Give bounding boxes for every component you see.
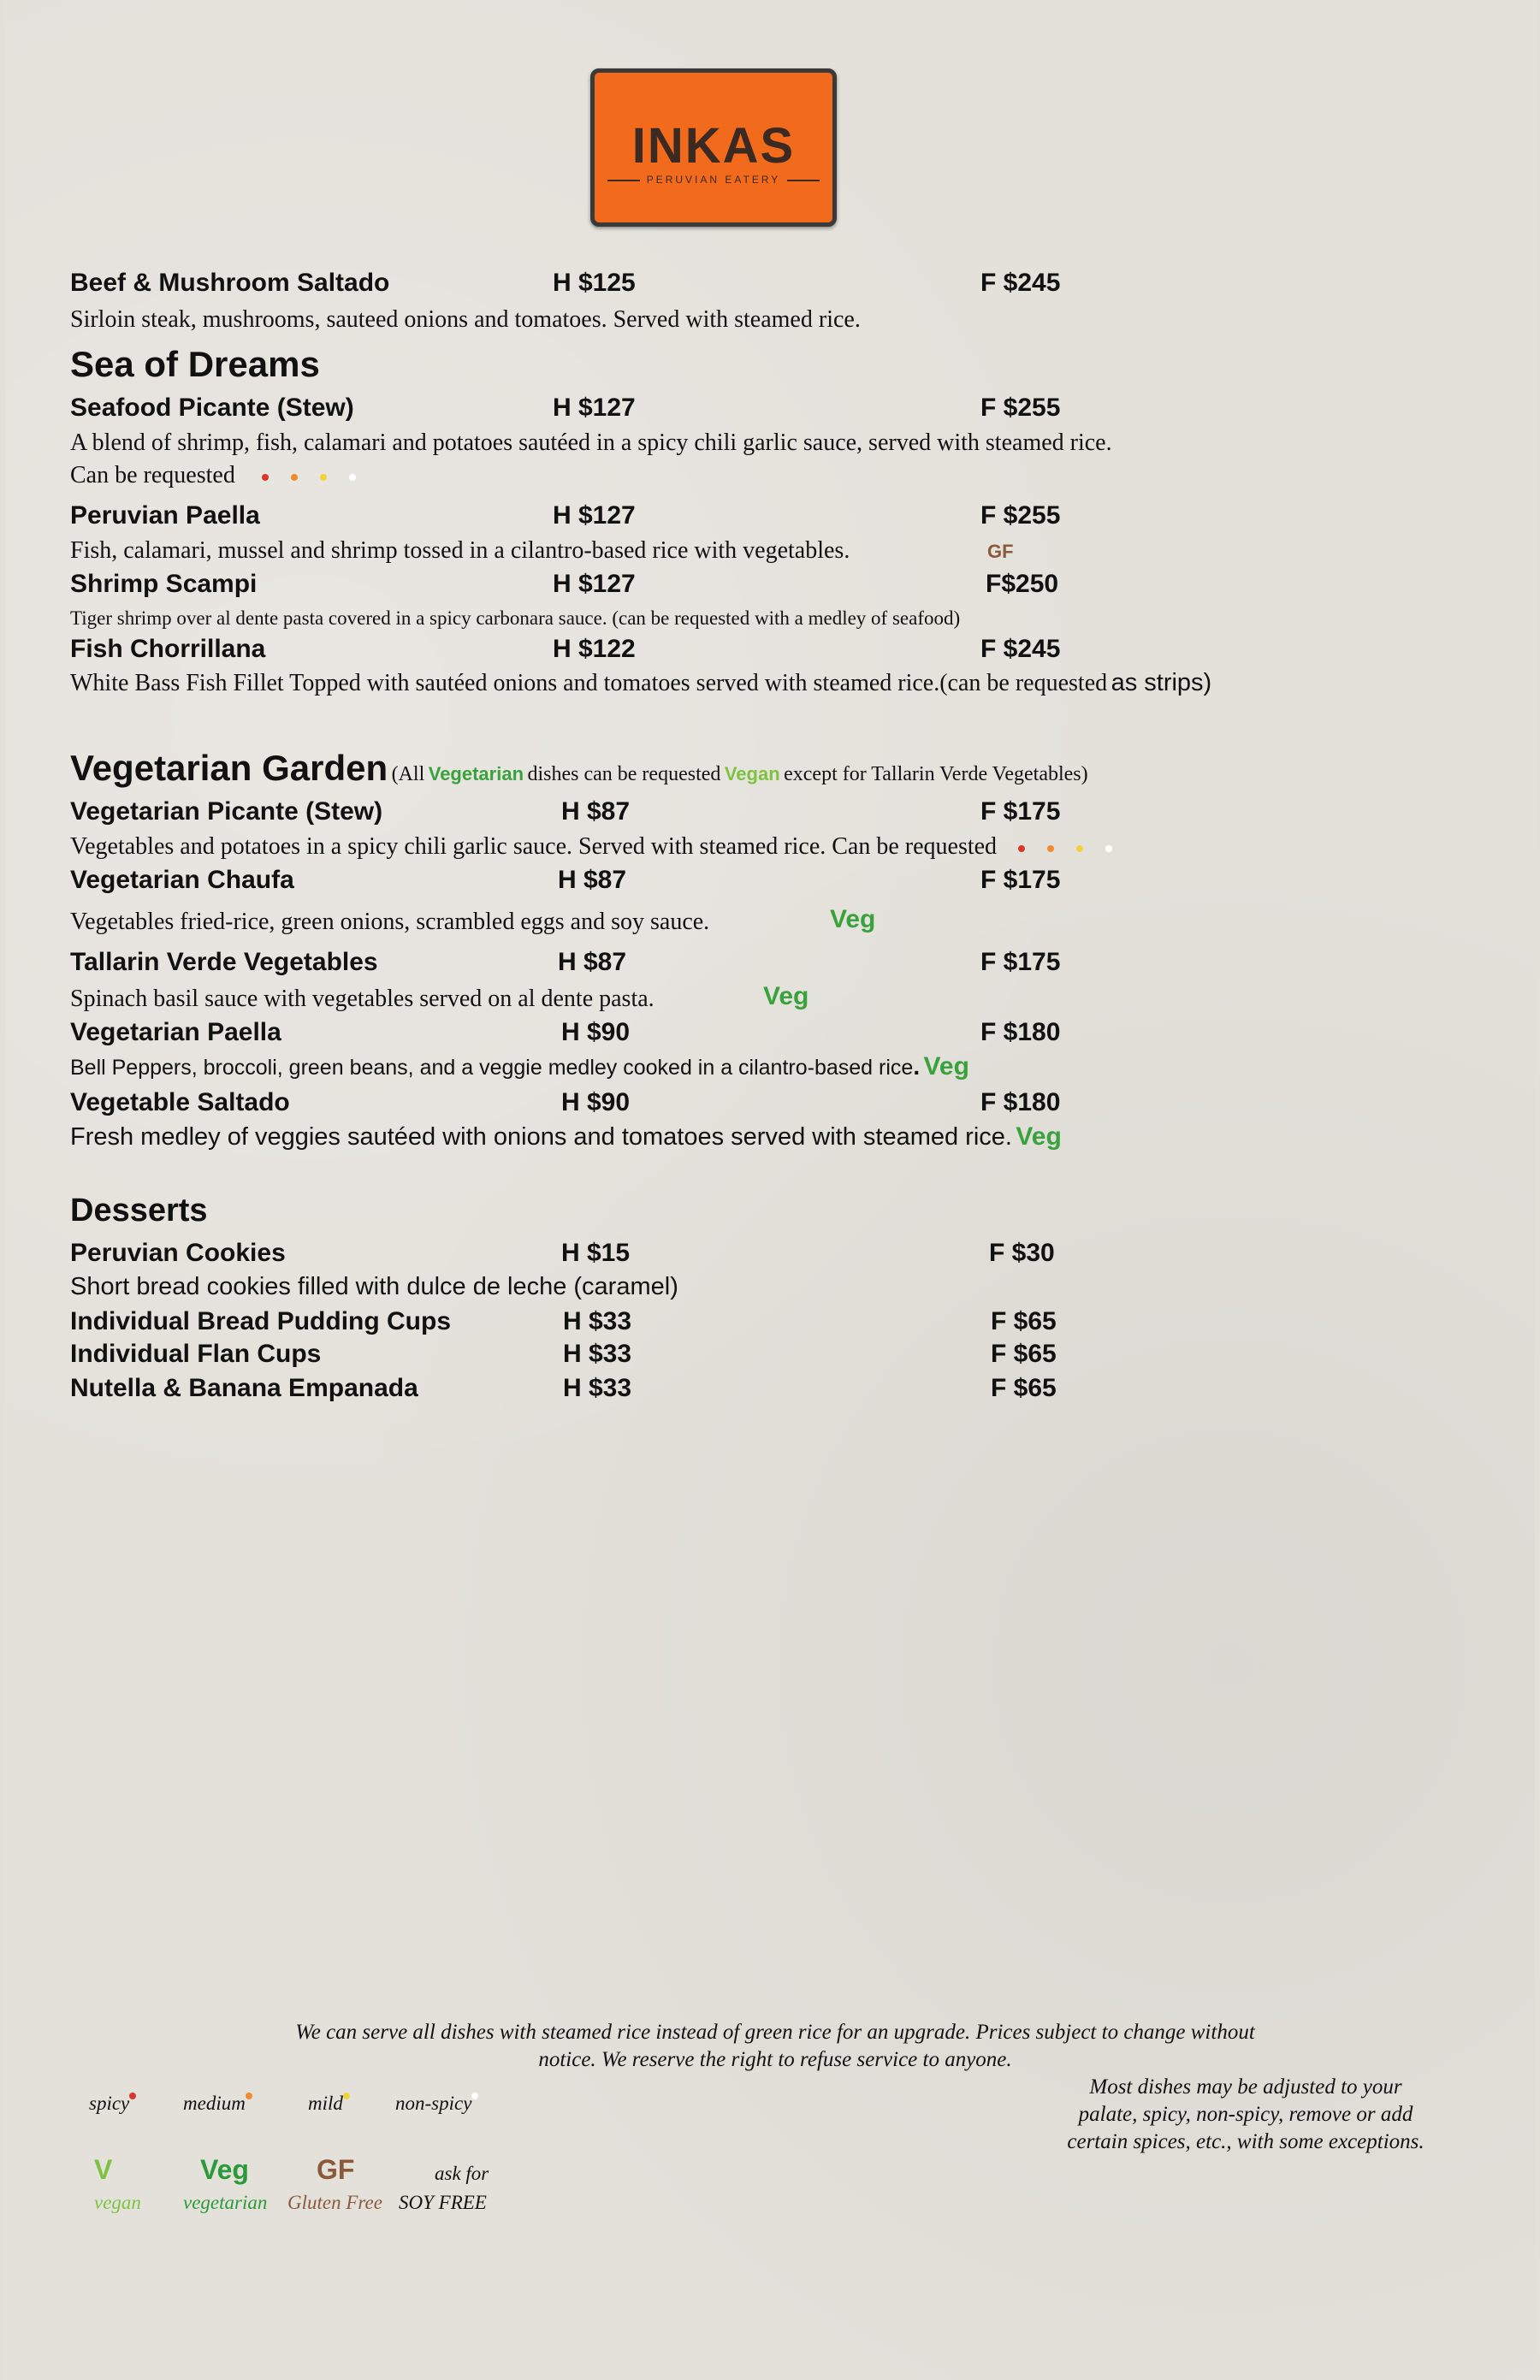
item-description: Spinach basil sauce with vegetables served on al dente pasta. (70, 986, 654, 1012)
item-name: Peruvian Cookies (70, 1239, 286, 1267)
legend-ask-for: ask for (435, 2163, 489, 2184)
item-description: Vegetables and potatoes in a spicy chili garlic sauce. Served with steamed rice. Can be requested (70, 833, 998, 860)
full-price: F $245 (980, 269, 1061, 297)
item-description-line: Bell Peppers, broccoli, green beans, and a veggie medley cooked in a cilantro-based rice. Veg (70, 1052, 969, 1080)
full-price: F $175 (980, 866, 1061, 894)
half-price: H $15 (561, 1239, 631, 1267)
full-price: F $245 (980, 635, 1061, 663)
item-description: A blend of shrimp, fish, calamari and potatoes sautéed in a spicy chili garlic sauce, served with steamed rice. (70, 429, 1112, 456)
legend-medium (183, 2093, 252, 2115)
item-name: Vegetarian Chaufa (70, 866, 294, 894)
full-price: F $180 (980, 1088, 1061, 1116)
item-name: Seafood Picante (Stew) (70, 394, 354, 422)
legend-mild-label: mild (308, 2093, 343, 2114)
full-price: F$250 (986, 570, 1059, 598)
item-description: Vegetables fried-rice, green onions, scrambled eggs and soy sauce. (70, 909, 710, 935)
half-price: H $125 (553, 269, 636, 297)
item-description-tail: as strips) (1111, 669, 1212, 696)
medium-dot-icon (246, 2093, 252, 2099)
footer-note-2: notice. We reserve the right to refuse service to anyone. (538, 2048, 1012, 2071)
item-description: Short bread cookies filled with dulce de leche (caramel) (70, 1273, 678, 1300)
item-name: Shrimp Scampi (70, 570, 258, 598)
full-price: F $175 (980, 948, 1061, 976)
half-price: H $127 (553, 394, 636, 422)
vegetarian-tag: Veg (830, 905, 876, 933)
item-description-line (70, 1122, 1062, 1152)
item-description: Fresh medley of veggies sautéed with onions and tomatoes served with steamed rice. (70, 1123, 1012, 1151)
gluten-free-tag: GF (987, 541, 1014, 562)
item-name: Peruvian Paella (70, 501, 260, 530)
legend-medium-label: medium (183, 2093, 246, 2114)
half-price: H $90 (561, 1088, 631, 1116)
item-name: Beef & Mushroom Saltado (70, 269, 390, 297)
legend-vegetarian-label: vegetarian (183, 2192, 268, 2213)
item-description: Bell Peppers, broccoli, green beans, and a veggie medley cooked in a cilantro-based rice (70, 1056, 914, 1080)
vegetarian-tag: Veg (1016, 1122, 1062, 1151)
medium-dot-icon (291, 474, 298, 481)
non-spicy-dot-icon (471, 2093, 478, 2099)
non-spicy-dot-icon (349, 474, 356, 481)
full-price: F $180 (980, 1018, 1061, 1046)
inkas-logo (590, 68, 837, 227)
half-price: H $87 (558, 866, 627, 894)
half-price: H $87 (558, 948, 627, 976)
item-description: Fish, calamari, mussel and shrimp tossed in a cilantro-based rice with vegetables. (70, 537, 850, 564)
half-price: H $33 (563, 1374, 632, 1402)
mild-dot-icon (1076, 845, 1083, 852)
mild-dot-icon (320, 474, 327, 481)
full-price: F $65 (991, 1307, 1057, 1335)
half-price: H $122 (553, 635, 636, 663)
legend-spicy-label: spicy (89, 2093, 130, 2114)
legend-vegan-label: vegan (94, 2192, 141, 2213)
vegetarian-tag: Veg (923, 1052, 969, 1080)
item-name: Vegetable Saltado (70, 1088, 290, 1116)
half-price: H $87 (561, 797, 631, 826)
footer-right-3: certain spices, etc., with some exceptions. (1067, 2130, 1424, 2153)
item-name: Nutella & Banana Empanada (70, 1374, 418, 1402)
half-price: H $33 (563, 1340, 632, 1368)
logo-subtitle: PERUVIAN EATERY (595, 174, 832, 186)
full-price: F $65 (991, 1340, 1057, 1368)
item-description: Sirloin steak, mushrooms, sauteed onions and tomatoes. Served with steamed rice. (70, 306, 861, 333)
legend-mild (308, 2093, 350, 2115)
full-price: F $65 (991, 1374, 1057, 1402)
medium-dot-icon (1047, 845, 1054, 852)
full-price: F $255 (980, 394, 1061, 422)
mild-dot-icon (343, 2093, 350, 2099)
full-price: F $30 (989, 1239, 1055, 1267)
section-heading-desserts: Desserts (70, 1193, 208, 1228)
legend-spicy (89, 2093, 136, 2115)
non-spicy-dot-icon (1105, 845, 1112, 852)
legend-non-spicy-label: non-spicy (395, 2093, 472, 2114)
vegetarian-tag: Veg (763, 982, 809, 1010)
item-name: Fish Chorrillana (70, 635, 266, 663)
full-price: F $175 (980, 797, 1061, 826)
spicy-dot-icon (129, 2093, 136, 2099)
item-name: Vegetarian Paella (70, 1018, 281, 1046)
section-heading-row-veg (70, 748, 1088, 789)
section-heading-sea: Sea of Dreams (70, 344, 320, 384)
footer-right-2: palate, spicy, non-spicy, remove or add (1078, 2103, 1413, 2126)
item-name: Individual Bread Pudding Cups (70, 1307, 452, 1335)
item-description: Can be requested (70, 462, 235, 488)
veg-note-vegan: Vegan (724, 763, 780, 784)
vegetarian-symbol: Veg (200, 2154, 249, 2185)
half-price: H $33 (563, 1307, 632, 1335)
footer-note-1: We can serve all dishes with steamed rice instead of green rice for an upgrade. Prices subject to change without (295, 2021, 1255, 2044)
logo-word: INKAS (631, 118, 796, 174)
spicy-dot-icon (262, 474, 269, 481)
legend-gluten-free-label: Gluten Free (287, 2192, 382, 2213)
spice-request-line (70, 462, 367, 489)
half-price: H $90 (561, 1018, 631, 1046)
item-name: Tallarin Verde Vegetables (70, 948, 378, 976)
legend-non-spicy (395, 2093, 478, 2115)
footer-right-1: Most dishes may be adjusted to your (1089, 2075, 1402, 2099)
half-price: H $127 (553, 570, 636, 598)
veg-note-mid: dishes can be requested (527, 763, 721, 785)
item-name: Vegetarian Picante (Stew) (70, 797, 383, 826)
item-name: Individual Flan Cups (70, 1340, 322, 1368)
legend-soy-free: SOY FREE (399, 2192, 487, 2213)
spicy-dot-icon (1018, 845, 1025, 852)
veg-note-vegetarian: Vegetarian (428, 763, 524, 784)
item-description: White Bass Fish Fillet Topped with sautéed onions and tomatoes served with steamed rice.(can be requested (70, 670, 1108, 696)
item-description: Tiger shrimp over al dente pasta covered in a spicy carbonara sauce. (can be requested with a medley of seafood) (70, 607, 961, 629)
gluten-free-symbol: GF (317, 2154, 355, 2185)
veg-note-open: (All (391, 763, 425, 785)
half-price: H $127 (553, 501, 636, 530)
section-heading-veg: Vegetarian Garden (70, 748, 388, 788)
veg-note-end: except for Tallarin Verde Vegetables) (784, 763, 1088, 785)
menu-page (5, 0, 1535, 2380)
item-description-line (70, 669, 1211, 697)
vegan-symbol: V (94, 2154, 113, 2185)
item-description-line (70, 833, 1123, 861)
full-price: F $255 (980, 501, 1061, 530)
